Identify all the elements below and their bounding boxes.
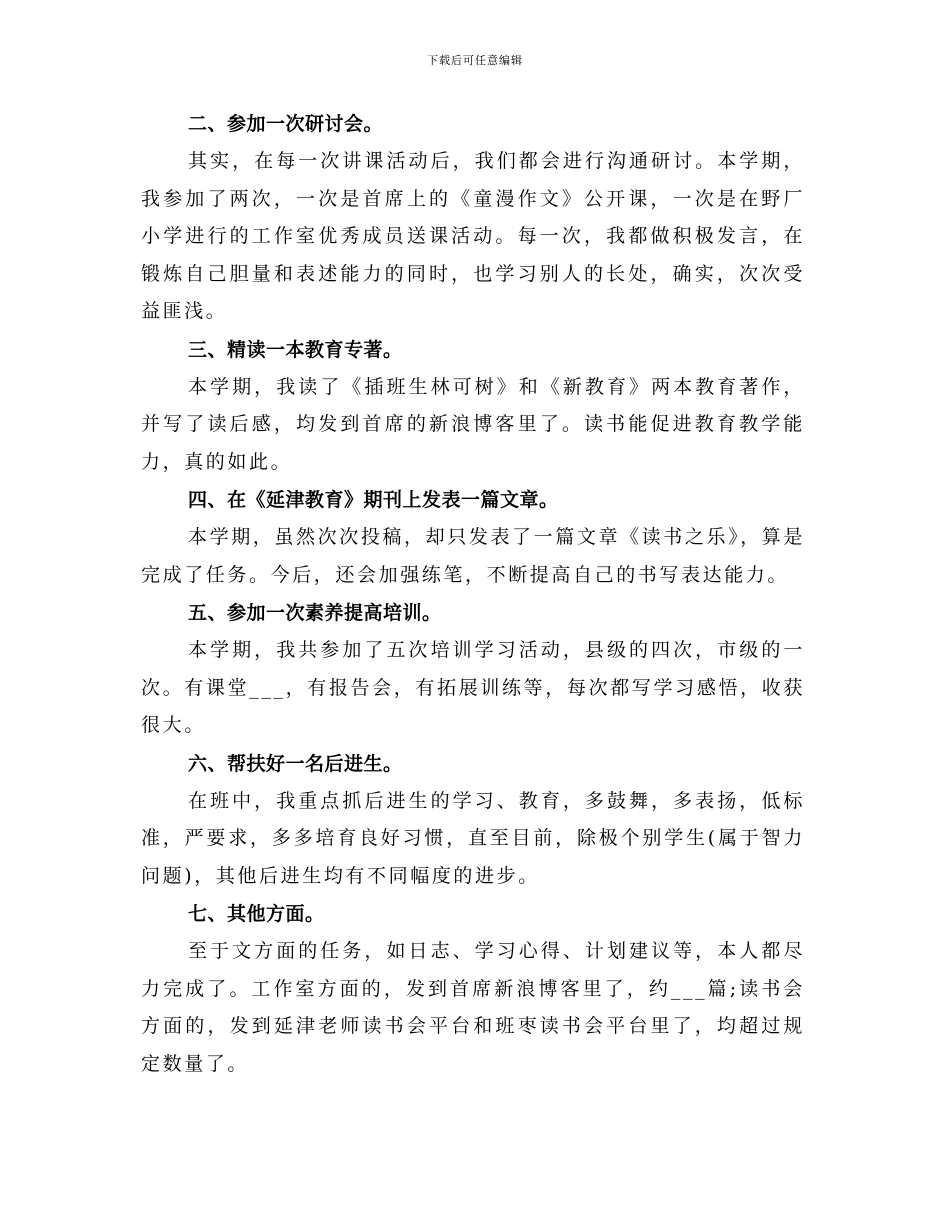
document-body [141,105,805,1083]
section-5 [141,594,805,745]
section-6 [141,745,805,896]
section-heading: 二、参加一次研讨会。 [188,113,384,135]
section-7 [141,895,805,1083]
section-heading: 四、在《延津教育》期刊上发表一篇文章。 [188,489,559,511]
section-heading: 六、帮扶好一名后进生。 [188,752,403,775]
section-paragraph: 其实，在每一次讲课活动后，我们都会进行沟通研讨。本学期，我参加了两次，一次是首席上的《童漫作文》公开课，一次是在野厂小学进行的工作室优秀成员送课活动。每一次，我都做积极发言，在锻炼自己胆量和表述能力的同时，也学习别人的长处，确实，次次受益匪浅。 [141,150,805,322]
section-paragraph: 在班中，我重点抓后进生的学习、教育，多鼓舞，多表扬，低标准，严要求，多多培育良好习惯，直至目前，除极个别学生(属于智力问题)，其他后进生均有不同幅度的进步。 [141,789,805,887]
section-paragraph: 至于文方面的任务，如日志、学习心得、计划建议等，本人都尽力完成了。工作室方面的，发到首席新浪博客里了，约___篇;读书会方面的，发到延津老师读书会平台和班枣读书会平台里了，均超过规定数量了。 [141,940,805,1075]
section-paragraph: 本学期，虽然次次投稿，却只发表了一篇文章《读书之乐》，算是完成了任务。今后，还会加强练笔，不断提高自己的书写表达能力。 [141,526,805,586]
section-heading: 五、参加一次素养提高培训。 [188,602,442,624]
section-2 [141,105,805,331]
section-heading: 三、精读一本教育专著。 [188,338,403,361]
section-3 [141,331,805,482]
section-heading: 七、其他方面。 [188,903,325,925]
section-paragraph: 本学期，我读了《插班生林可树》和《新教育》两本教育著作，并写了读后感，均发到首席的新浪博客里了。读书能促进教育教学能力，真的如此。 [141,375,805,473]
page-header-note: 下载后可任意编辑 [427,54,523,67]
section-paragraph: 本学期，我共参加了五次培训学习活动，县级的四次，市级的一次。有课堂___，有报告会，有拓展训练等，每次都写学习感悟，收获很大。 [141,639,805,736]
section-4 [141,481,805,594]
